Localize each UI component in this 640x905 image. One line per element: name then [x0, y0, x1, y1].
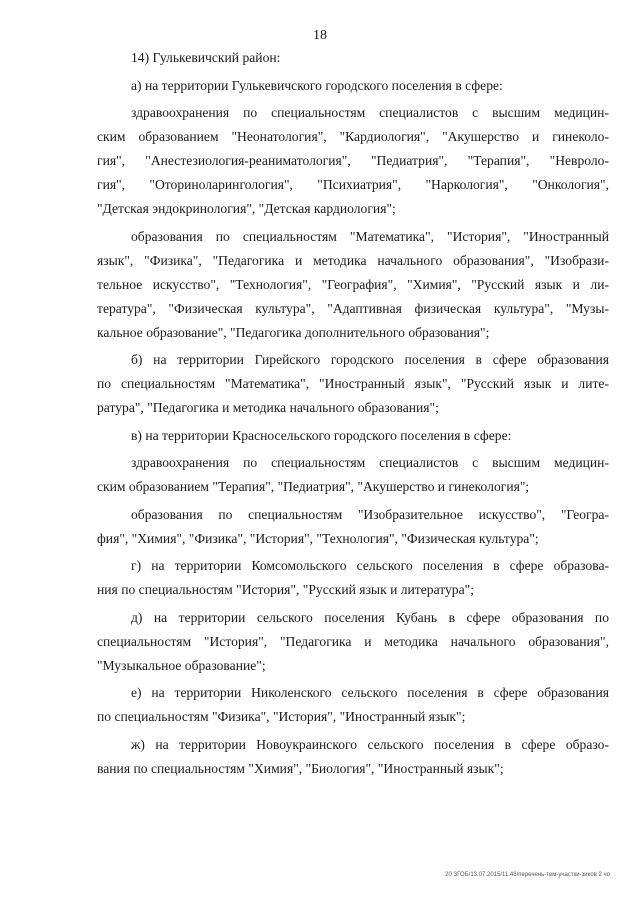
item-g-line: ния по специальностям "История", "Русский язык и литература";: [97, 582, 474, 597]
item-e-line: по специальностям "Физика", "История", "Иностранный язык";: [97, 709, 466, 724]
document-body: [97, 46, 609, 781]
item-d-line: "Музыкальное образование";: [97, 657, 266, 673]
paragraph-line: ским образованием "Неонатология", "Кардиология", "Акушерство и гинеколо-: [97, 129, 609, 144]
page-number: 18: [313, 28, 327, 43]
paragraph-line: тельное искусство", "Технология", "География", "Химия", "Русский язык и ли-: [97, 276, 609, 292]
paragraph-line: образования по специальностям "Изобразительное искусство", "Геогра-: [131, 506, 609, 522]
item-v-heading: в) на территории Красносельского городского поселения в сфере:: [131, 427, 512, 443]
item-a-heading: а) на территории Гулькевичского городского поселения в сфере:: [131, 77, 503, 93]
item-b-line: б) на территории Гирейского городского поселения в сфере образования: [131, 352, 609, 367]
item-g-line: г) на территории Комсомольского сельского поселения в сфере образова-: [131, 558, 609, 573]
paragraph-line: здравоохранения по специальностям специалистов с высшим медицин-: [131, 105, 609, 120]
paragraph-line: язык", "Физика", "Педагогика и методика начального образования", "Изобрази-: [97, 252, 609, 268]
item-b-line: ратура", "Педагогика и методика начального образования";: [97, 400, 439, 415]
item-d-line: специальностям "История", "Педагогика и методика начального образования",: [97, 633, 609, 649]
item-b-line: по специальностям "Математика", "Иностранный язык", "Русский язык и лите-: [97, 376, 609, 391]
paragraph-line: кальное образование", "Педагогика дополнительного образования";: [97, 324, 490, 340]
paragraph-line: гия", "Анестезиология-реаниматология", "Педиатрия", "Терапия", "Невроло-: [97, 153, 609, 168]
paragraph-line: "Детская эндокринология", "Детская кардиология";: [97, 201, 396, 216]
paragraph-line: фия", "Химия", "Физика", "История", "Технология", "Физическая культура";: [97, 530, 539, 546]
paragraph-line: гия", "Оториноларингология", "Психиатрия", "Наркология", "Онкология",: [97, 177, 609, 192]
item-d-line: д) на территории сельского поселения Кубань в сфере образования по: [131, 609, 609, 625]
region-heading: 14) Гулькевичский район:: [131, 50, 281, 65]
item-e-line: е) на территории Николенского сельского поселения в сфере образования: [131, 685, 609, 700]
paragraph-line: ским образованием "Терапия", "Педиатрия", "Акушерство и гинекология";: [97, 479, 530, 494]
item-zh-line: ж) на территории Новоукраинского сельского поселения в сфере образо-: [131, 736, 609, 752]
footer-file-path: 20 ЗГОБ/13.07.2015/11.48/перечень-тем-участки-зиков 2 чо: [445, 872, 610, 878]
item-zh-line: вания по специальностям "Химия", "Биология", "Иностранный язык";: [97, 760, 504, 776]
paragraph-line: образования по специальностям "Математика", "История", "Иностранный: [131, 228, 609, 244]
paragraph-line: здравоохранения по специальностям специалистов с высшим медицин-: [131, 455, 609, 470]
paragraph-line: тература", "Физическая культура", "Адаптивная физическая культура", "Музы-: [97, 300, 609, 316]
